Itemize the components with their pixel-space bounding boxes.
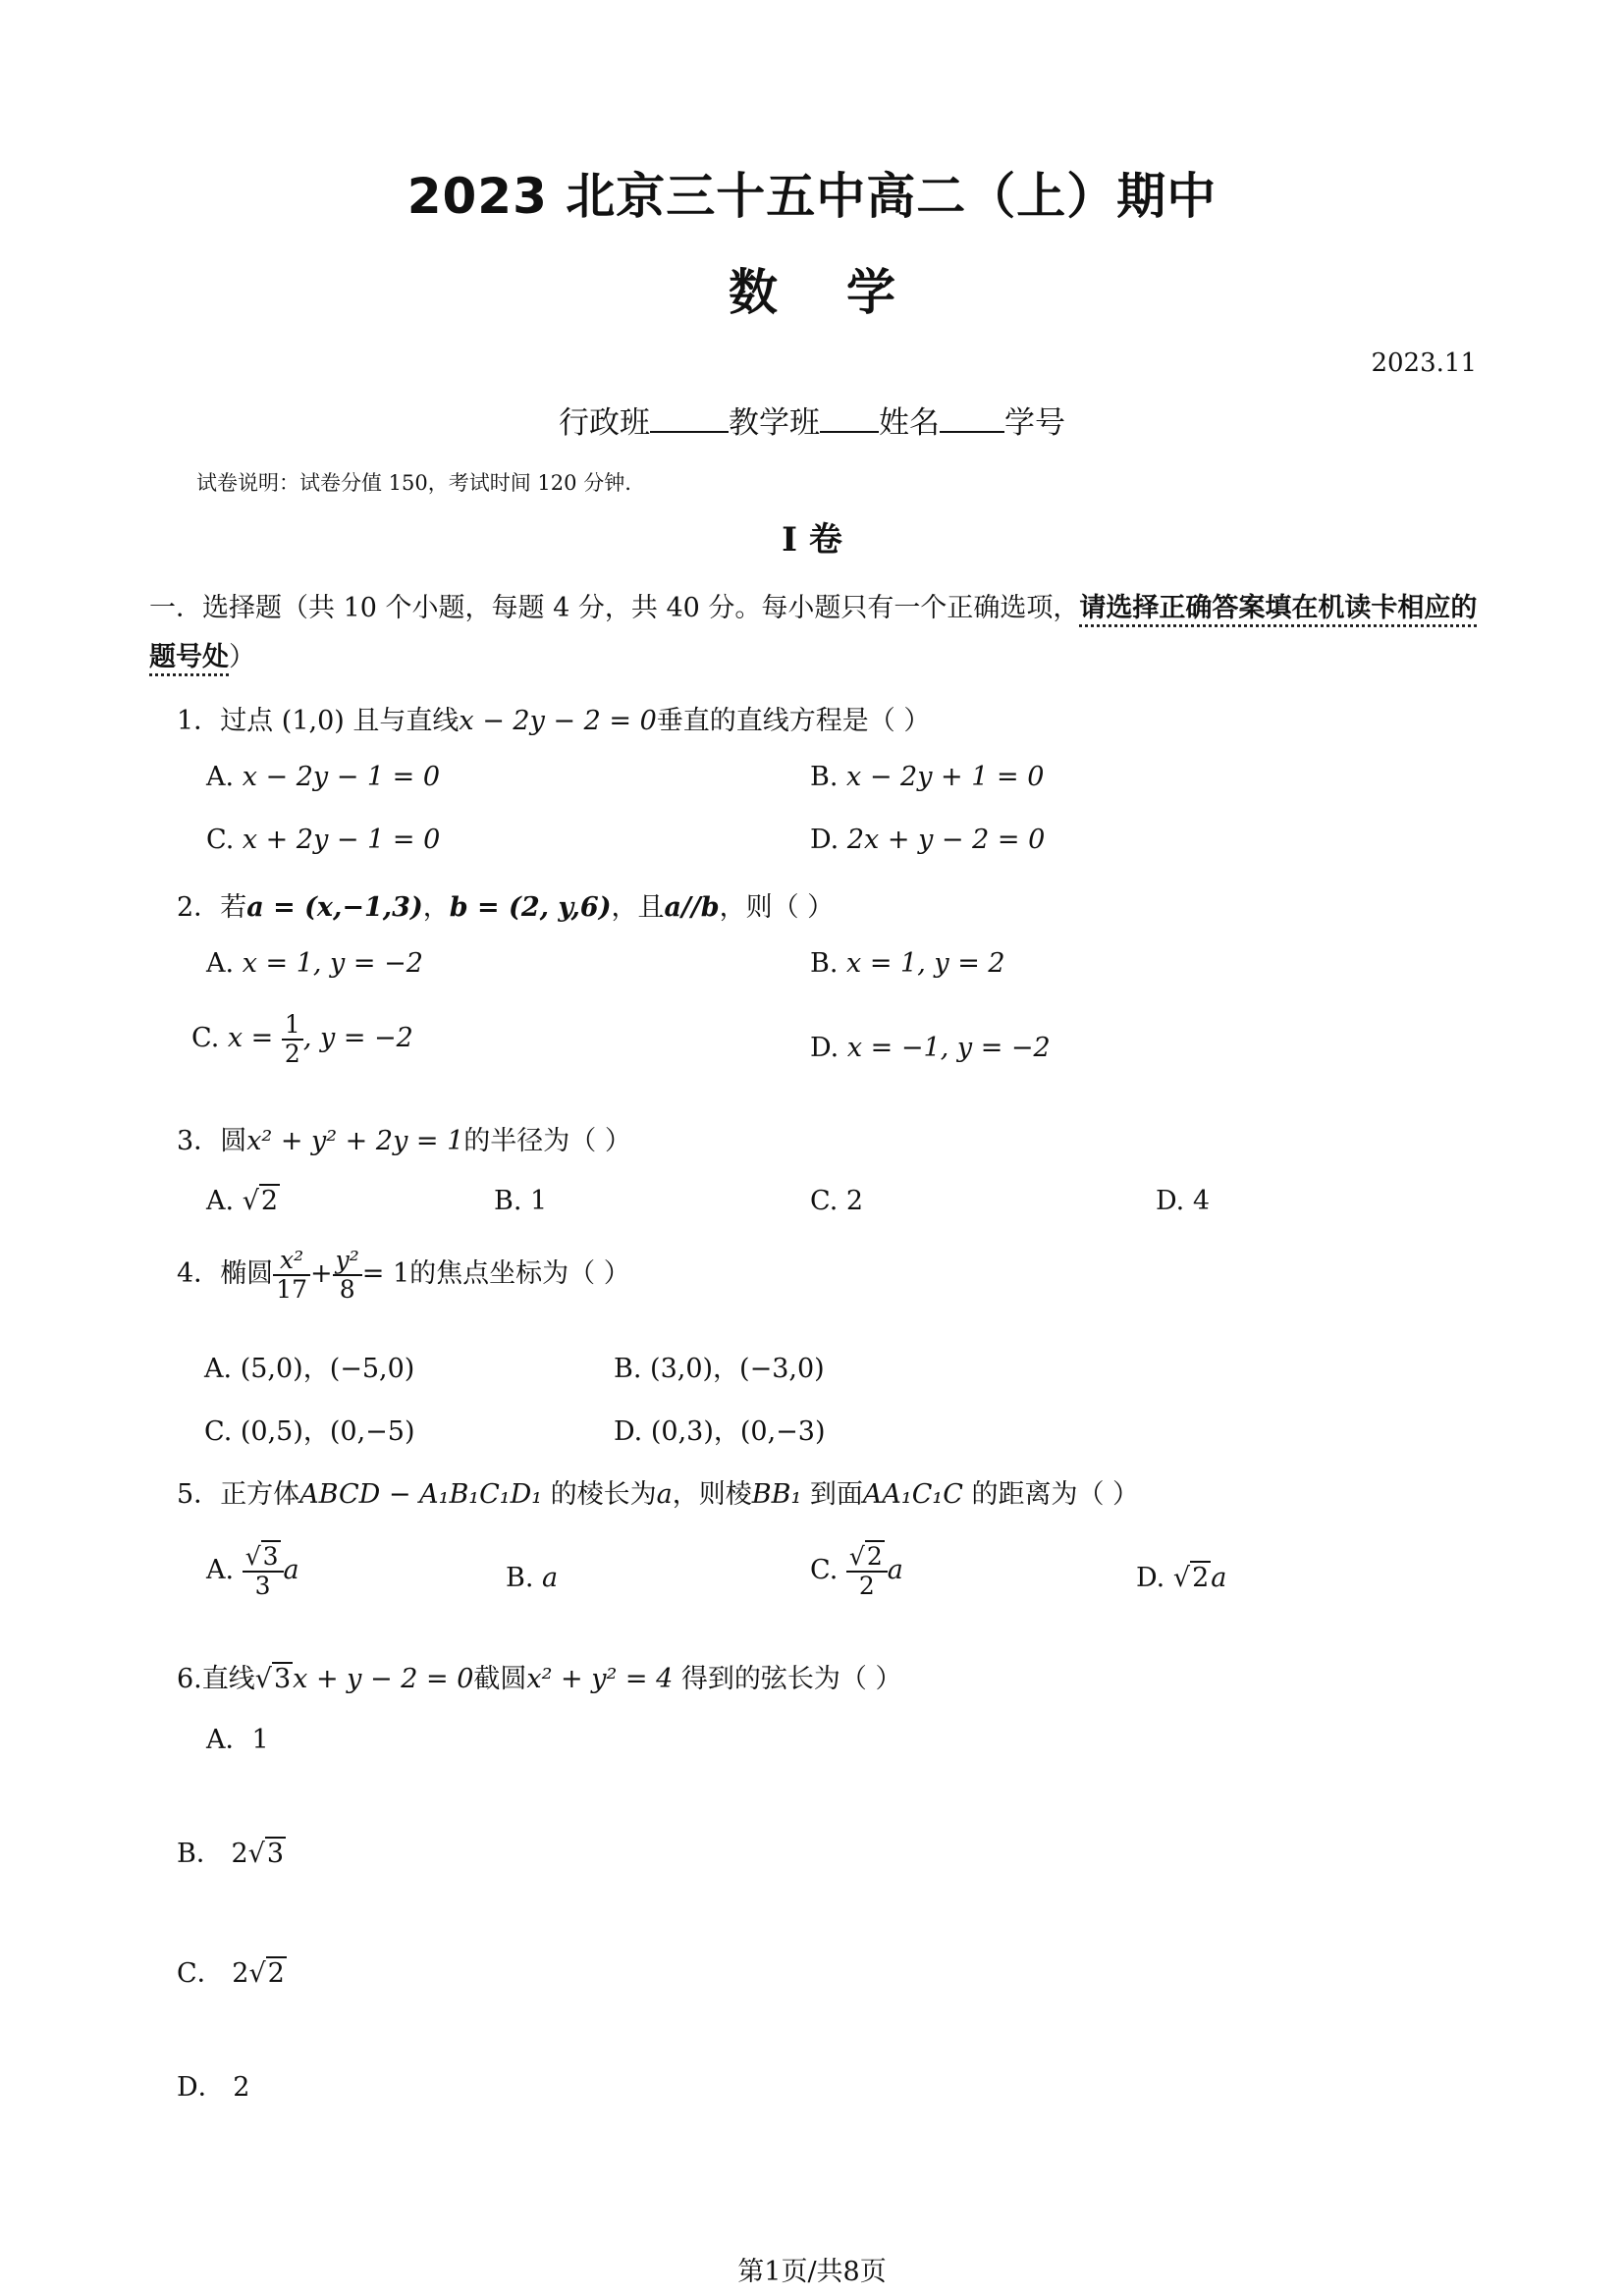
- q5-cube: ABCD − A₁B₁C₁D₁: [299, 1479, 543, 1510]
- q3-a-sqrt: √2: [242, 1186, 279, 1216]
- q2-c-fraction: [282, 1011, 303, 1067]
- q5-c-var: a: [887, 1555, 903, 1585]
- q6-option-c: [177, 1951, 287, 1990]
- q4-frac-y: [333, 1247, 362, 1303]
- q1-d-text: 2x + y − 2 = 0: [846, 825, 1046, 855]
- q1-point: (1,0): [281, 706, 345, 736]
- q5-option-d: [1136, 1563, 1226, 1593]
- q3-circle-eq: x² + y² + 2y = 1: [246, 1126, 464, 1156]
- class-teach-label: 教学班: [729, 405, 820, 441]
- q5-a-radicand: 3: [262, 1542, 279, 1571]
- q4-option-a: [204, 1347, 414, 1385]
- question-5: [177, 1472, 1139, 1511]
- q5-d-sqrt: √2: [1172, 1563, 1210, 1593]
- q6-option-b: [177, 1832, 286, 1870]
- q5-a-label: A.: [206, 1555, 235, 1585]
- q5-d-label: D.: [1136, 1563, 1165, 1593]
- class-admin-label: 行政班: [559, 405, 650, 441]
- q6-d-label: D．: [177, 2072, 225, 2103]
- q3-option-b: [494, 1186, 547, 1216]
- q1-b-label: B.: [810, 762, 839, 792]
- q3-option-c: [810, 1186, 863, 1216]
- q6-a-label: A．: [206, 1725, 252, 1755]
- q4-frac-y-den: 8: [339, 1274, 355, 1304]
- q2-option-b: [810, 948, 1005, 979]
- q2-option-d: [810, 1033, 1051, 1063]
- q2-c-post: , y = −2: [302, 1023, 413, 1053]
- q2-number: 2．: [177, 892, 221, 923]
- q6-option-d: [177, 2065, 249, 2104]
- q4-b-text: (3,0)，(−3,0): [650, 1354, 825, 1384]
- q6-b-sqrt: √3: [247, 1839, 285, 1869]
- q6-c-sqrt: √2: [248, 1958, 285, 1989]
- q1-b-text: x − 2y + 1 = 0: [846, 762, 1045, 792]
- q6-b-coef: 2: [231, 1839, 248, 1869]
- q1-stem-b: 且与直线: [352, 706, 460, 736]
- q2-option-c: [191, 1011, 413, 1067]
- q5-stem-c: ，则棱: [672, 1479, 752, 1510]
- q3-b-text: 1: [530, 1186, 548, 1216]
- q5-edge: a: [656, 1479, 673, 1510]
- q2-a-text: x = 1, y = −2: [242, 948, 423, 979]
- q1-stem-a: 过点: [220, 706, 274, 736]
- exam-date: 2023.11: [1371, 348, 1477, 378]
- q1-option-a: [206, 762, 440, 792]
- student-info-line: [0, 398, 1624, 442]
- q6-d-text: 2: [233, 2072, 250, 2103]
- q5-c-label: C.: [810, 1555, 839, 1585]
- q5-a-num: √3: [243, 1543, 284, 1573]
- page-title: 2023 北京三十五中高二（上）期中: [406, 168, 1218, 225]
- q5-d-radicand: 2: [1192, 1563, 1210, 1593]
- q3-option-d: [1156, 1186, 1210, 1216]
- subject-title: 数学: [729, 264, 964, 321]
- q5-stem-e: 的距离为（ ）: [971, 1479, 1140, 1510]
- class-teach-blank: [820, 403, 879, 433]
- q4-eq: = 1: [361, 1258, 410, 1289]
- q6-radicand: 3: [273, 1664, 292, 1694]
- name-label: 姓名: [879, 405, 940, 441]
- q2-a-label: A.: [206, 948, 235, 979]
- q3-c-text: 2: [845, 1186, 864, 1216]
- q2-c-label: C.: [191, 1023, 220, 1053]
- q2-option-a: [206, 948, 423, 979]
- q5-option-b: [506, 1563, 558, 1593]
- q2-vector-b: b = (2, y,6): [449, 892, 612, 923]
- q4-b-label: B.: [614, 1354, 642, 1384]
- q5-number: 5．: [177, 1479, 221, 1510]
- q3-stem-a: 圆: [220, 1126, 247, 1156]
- q6-c-radicand: 2: [267, 1958, 285, 1989]
- q6-sqrt: √3: [254, 1664, 292, 1694]
- q1-a-label: A.: [206, 762, 235, 792]
- q4-plus: +: [310, 1258, 333, 1289]
- q2-stem-c: ，且: [611, 892, 665, 923]
- q2-parallel: a//b: [664, 892, 720, 923]
- section-end: ）: [229, 642, 255, 672]
- q5-a-var: a: [283, 1555, 299, 1585]
- q5-option-c: [810, 1543, 903, 1599]
- q5-a-fraction: [243, 1543, 284, 1599]
- question-6: [177, 1657, 901, 1695]
- question-2: [177, 885, 834, 924]
- q3-a-radicand: 2: [260, 1186, 279, 1216]
- q2-c-pre: x =: [227, 1023, 274, 1053]
- q2-b-label: B.: [810, 948, 839, 979]
- question-3: [177, 1119, 631, 1157]
- q5-stem-b: 的棱长为: [550, 1479, 657, 1510]
- q4-option-d: [614, 1410, 826, 1448]
- q5-c-num: √2: [846, 1543, 888, 1573]
- q5-plane: AA₁C₁C: [862, 1479, 963, 1510]
- class-admin-blank: [650, 403, 729, 433]
- q3-stem-b: 的半径为（ ）: [463, 1126, 631, 1156]
- q3-d-label: D.: [1156, 1186, 1185, 1216]
- q4-frac-x-den: 17: [276, 1274, 307, 1304]
- name-blank: [940, 403, 1004, 433]
- section-heading: [149, 584, 1485, 682]
- q2-stem-b: ，: [422, 892, 450, 923]
- q5-b-text: a: [542, 1563, 559, 1593]
- q2-b-text: x = 1, y = 2: [846, 948, 1005, 979]
- q1-c-text: x + 2y − 1 = 0: [242, 825, 441, 855]
- exam-note: 试卷说明：试卷分值 150，考试时间 120 分钟.: [196, 471, 631, 495]
- q2-d-label: D.: [810, 1033, 839, 1063]
- q5-stem-a: 正方体: [220, 1479, 300, 1510]
- q6-stem-c: 得到的弦长为（ ）: [680, 1664, 902, 1694]
- q4-a-text: (5,0)，(−5,0): [240, 1354, 415, 1384]
- q6-c-label: C．: [177, 1958, 224, 1989]
- q1-d-label: D.: [810, 825, 839, 855]
- q1-option-d: [810, 825, 1045, 855]
- q5-bb1: BB₁: [751, 1479, 802, 1510]
- q6-circle-eq: x² + y² = 4: [526, 1664, 674, 1694]
- q4-stem-b: 的焦点坐标为（ ）: [409, 1258, 630, 1289]
- q3-option-a: [206, 1186, 280, 1216]
- q6-stem-b: 截圆: [473, 1664, 527, 1694]
- q4-option-c: [204, 1410, 415, 1448]
- q2-stem-d: ，则（ ）: [719, 892, 835, 923]
- q4-number: 4．: [177, 1258, 221, 1289]
- q4-a-label: A.: [204, 1354, 233, 1384]
- q2-c-num: 1: [282, 1011, 303, 1041]
- q3-c-label: C.: [810, 1186, 839, 1216]
- q4-d-text: (0,3)，(0,−3): [650, 1416, 826, 1447]
- q6-b-radicand: 3: [266, 1839, 285, 1869]
- q5-c-fraction: [846, 1543, 888, 1599]
- section-emphasis: 请选择正确答案填在机读卡相应的题号处: [149, 593, 1478, 672]
- q4-frac-y-num: y²: [333, 1247, 362, 1276]
- q6-b-label: B．: [177, 1839, 223, 1869]
- q6-stem-a: 直线: [201, 1664, 255, 1694]
- q5-stem-d: 到面: [809, 1479, 863, 1510]
- q1-number: 1．: [177, 706, 221, 736]
- section-intro: 一．选择题（共 10 个小题，每题 4 分，共 40 分。每小题只有一个正确选项，: [149, 593, 1080, 623]
- q4-frac-x-num: x²: [273, 1247, 310, 1276]
- q2-d-text: x = −1, y = −2: [846, 1033, 1051, 1063]
- q4-frac-x: [273, 1247, 310, 1303]
- q6-number: 6.: [177, 1664, 202, 1694]
- q5-option-a: [206, 1543, 299, 1599]
- q1-a-text: x − 2y − 1 = 0: [242, 762, 441, 792]
- q2-stem-a: 若: [220, 892, 247, 923]
- q5-c-radicand: 2: [866, 1542, 883, 1571]
- question-1: [177, 699, 930, 737]
- q5-a-den: 3: [254, 1571, 271, 1600]
- q2-c-den: 2: [284, 1039, 300, 1068]
- q3-number: 3．: [177, 1126, 221, 1156]
- q6-line-eq: x + y − 2 = 0: [293, 1664, 474, 1694]
- q6-c-coef: 2: [232, 1958, 249, 1989]
- q5-d-var: a: [1211, 1563, 1227, 1593]
- q4-d-label: D.: [614, 1416, 643, 1447]
- page-footer: 第1页/共8页: [737, 2257, 887, 2287]
- student-no-label: 学号: [1004, 405, 1065, 441]
- q6-a-text: 1: [251, 1725, 269, 1755]
- q1-line-eq: x − 2y − 2 = 0: [459, 706, 657, 736]
- q1-c-label: C.: [206, 825, 235, 855]
- q4-stem-a: 椭圆: [220, 1258, 274, 1289]
- q4-c-label: C.: [204, 1416, 233, 1447]
- q6-option-a: [206, 1718, 269, 1756]
- q5-c-den: 2: [858, 1571, 875, 1600]
- q1-option-c: [206, 825, 440, 855]
- q1-option-b: [810, 762, 1044, 792]
- q4-c-text: (0,5)，(0,−5): [240, 1416, 415, 1447]
- q3-d-text: 4: [1192, 1186, 1211, 1216]
- part-heading: I 卷: [782, 520, 842, 560]
- q4-option-b: [614, 1347, 825, 1385]
- q3-a-label: A.: [206, 1186, 235, 1216]
- q2-vector-a: a = (x,−1,3): [246, 892, 423, 923]
- q5-b-label: B.: [506, 1563, 534, 1593]
- question-4: [177, 1247, 630, 1303]
- q1-stem-c: 垂直的直线方程是（ ）: [656, 706, 931, 736]
- q3-b-label: B.: [494, 1186, 522, 1216]
